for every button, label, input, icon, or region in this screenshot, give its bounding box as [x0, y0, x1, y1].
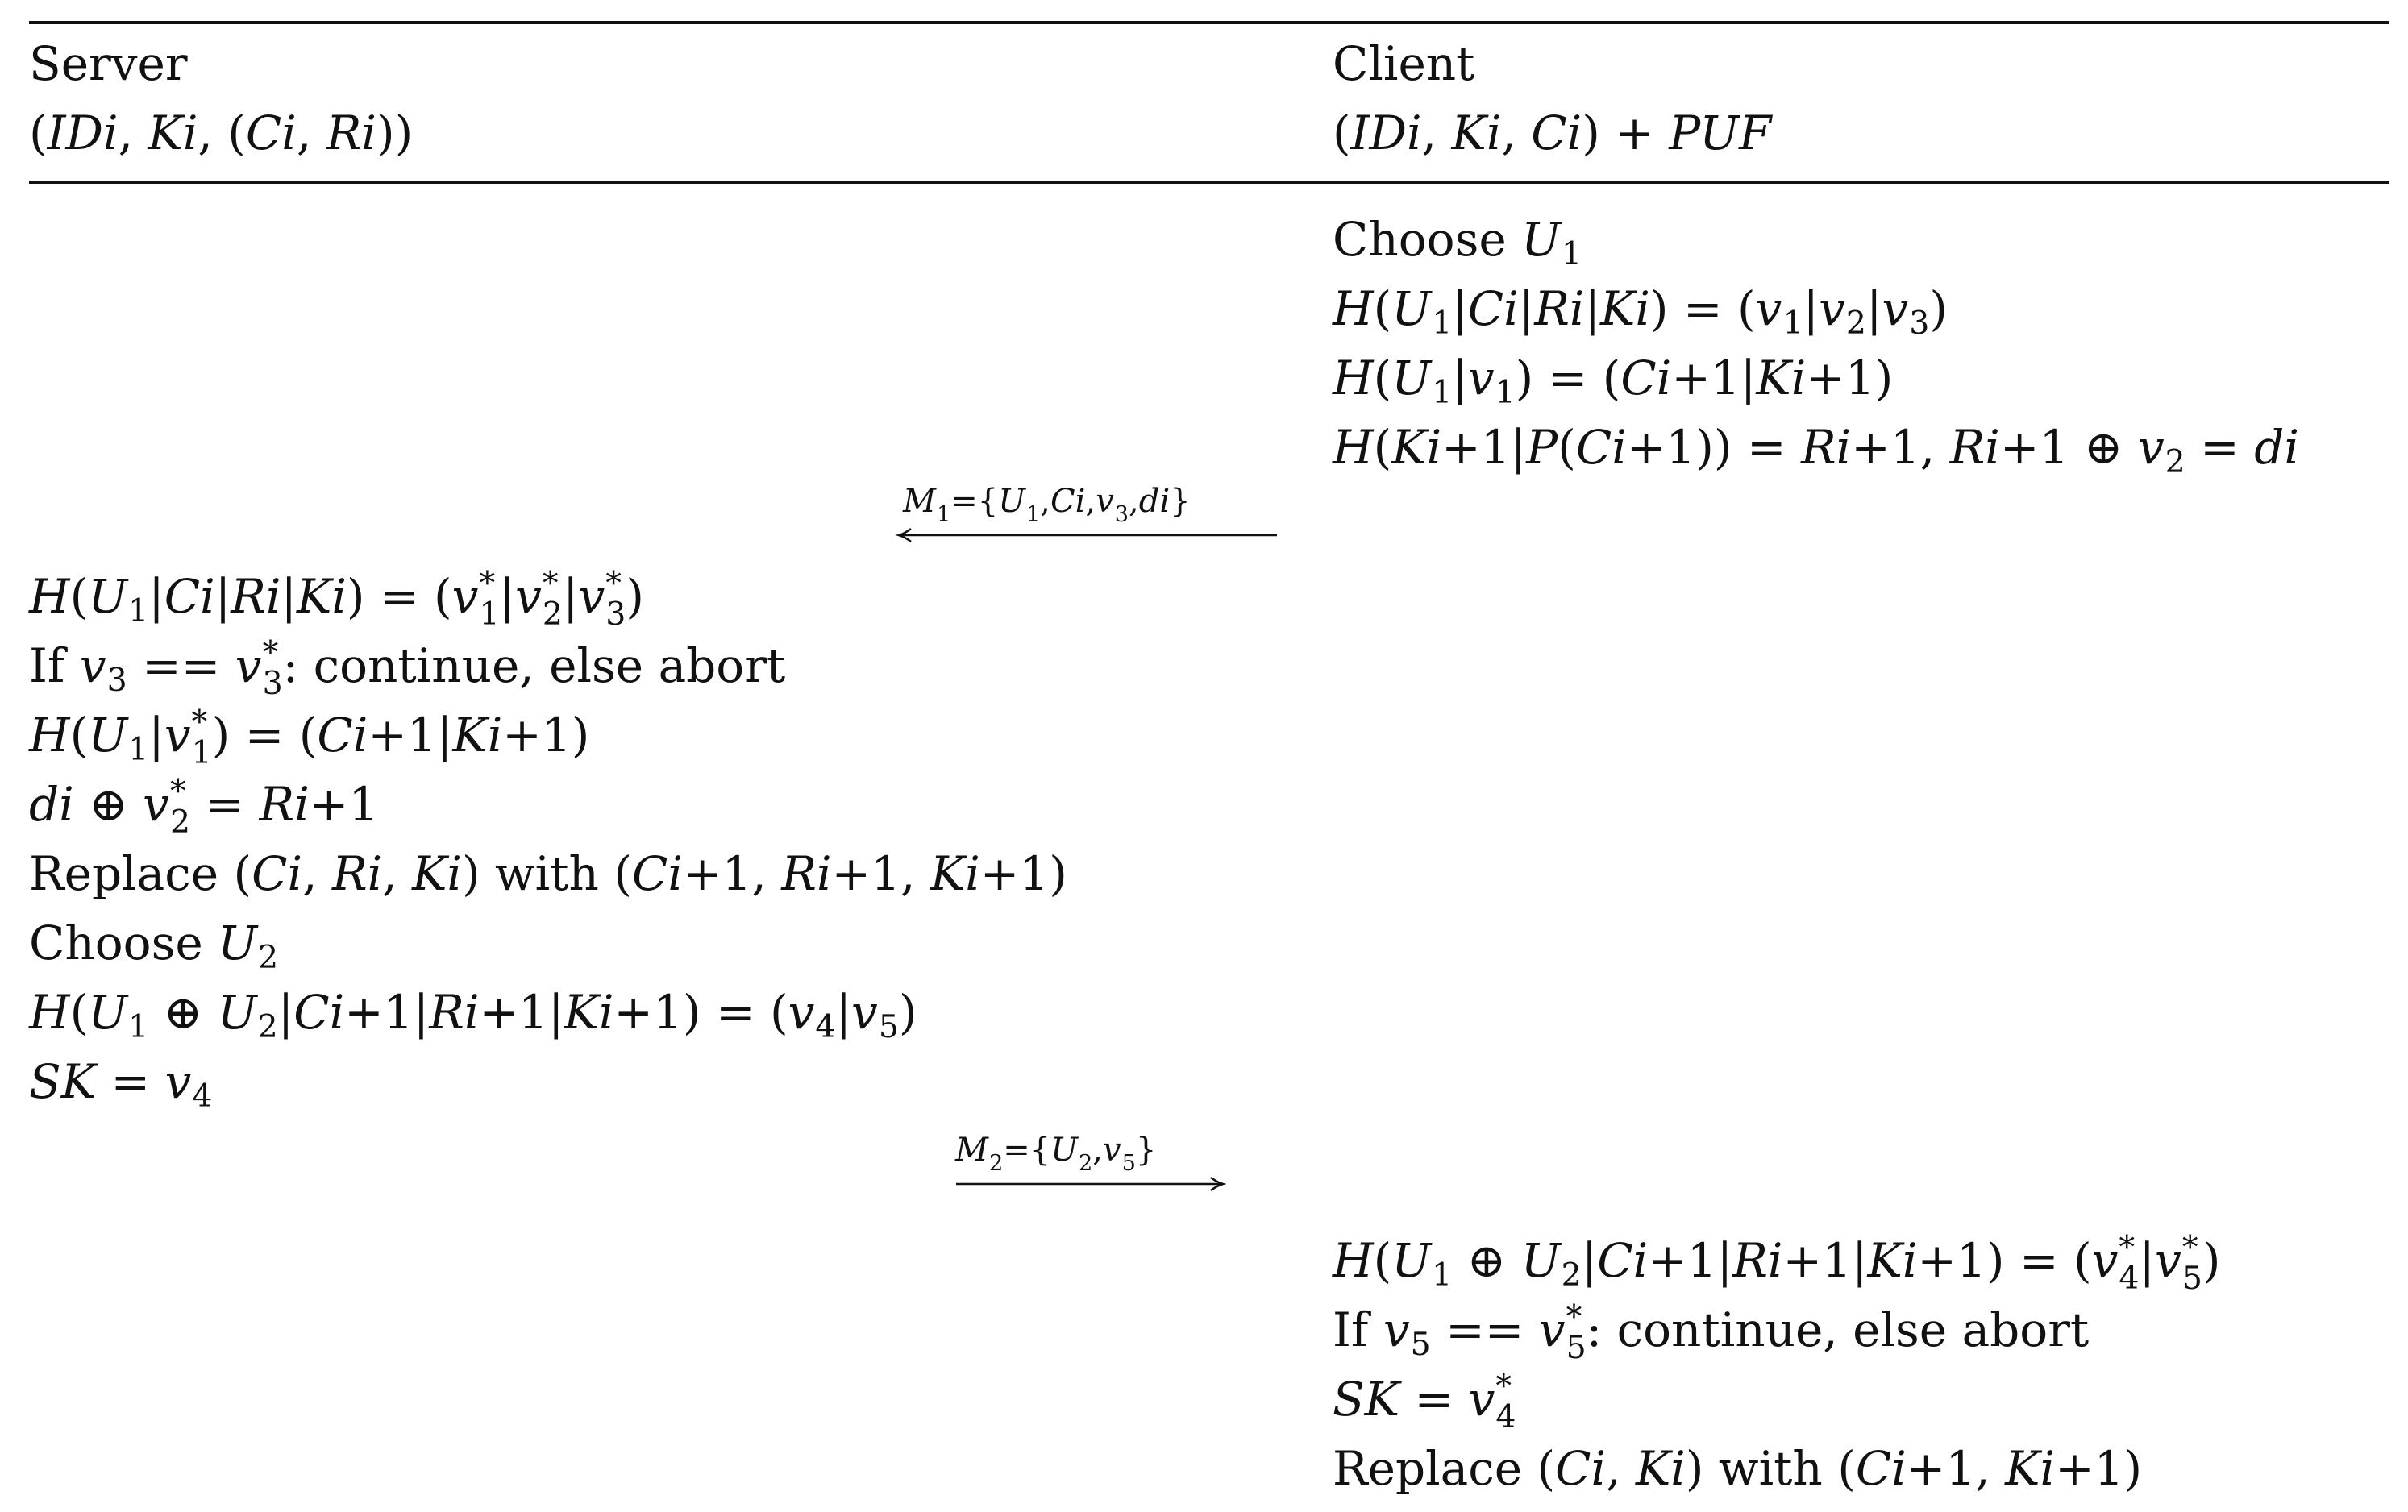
client-step: Choose U 1 [1333, 212, 1582, 273]
client-title: Client [1333, 36, 1475, 91]
top-rule [29, 21, 2389, 24]
server-step: H(U 1 |v * 1 ) = (Ci+1|Ki+1) [29, 704, 590, 771]
server-params: (IDi, Ki, (Ci, Ri)) [29, 106, 414, 160]
server-step: SK = v 4 [29, 1054, 213, 1115]
message-1-arrow [895, 525, 1282, 545]
client-step: Replace (Ci, Ki) with (Ci+1, Ki+1) [1333, 1441, 2143, 1496]
client-step: If v 5 == v * 5 : continue, else abort [1333, 1298, 2090, 1366]
message-2-label: M 2 ={U 2 ,v 5 } [955, 1132, 1157, 1176]
client-step: H(U 1 ⊕ U 2 |Ci+1|Ri+1|Ki+1) = (v * 4 |v * 5 ) [1333, 1229, 2221, 1297]
server-step: If v 3 == v * 3 : continue, else abort [29, 634, 786, 702]
server-step: H(U 1 |Ci|Ri|Ki) = (v * 1 |v * 2 |v * 3 ) [29, 565, 645, 633]
server-step: H(U 1 ⊕ U 2 |Ci+1|Ri+1|Ki+1) = (v 4 |v 5 ) [29, 985, 917, 1046]
server-title: Server [29, 36, 188, 91]
client-step: H(U 1 |Ci|Ri|Ki) = (v 1 |v 2 |v 3 ) [1333, 281, 1948, 343]
client-params: (IDi, Ki, Ci) + PUF [1333, 106, 1772, 160]
message-1-label: M 1 ={U 1 ,Ci,v 3 ,di} [903, 483, 1191, 527]
client-step: H(Ki+1|P(Ci+1)) = Ri+1, Ri+1 ⊕ v 2 = di [1333, 420, 2299, 481]
message-2-arrow [954, 1174, 1229, 1194]
server-step: Replace (Ci, Ri, Ki) with (Ci+1, Ri+1, Ki+1) [29, 846, 1067, 901]
server-step: Choose U 2 [29, 916, 279, 977]
header-rule [29, 181, 2389, 184]
client-step: H(U 1 |v 1 ) = (Ci+1|Ki+1) [1333, 351, 1894, 412]
server-step: di ⊕ v * 2 = Ri+1 [29, 773, 379, 841]
client-step: SK = v * 4 [1333, 1368, 1516, 1435]
